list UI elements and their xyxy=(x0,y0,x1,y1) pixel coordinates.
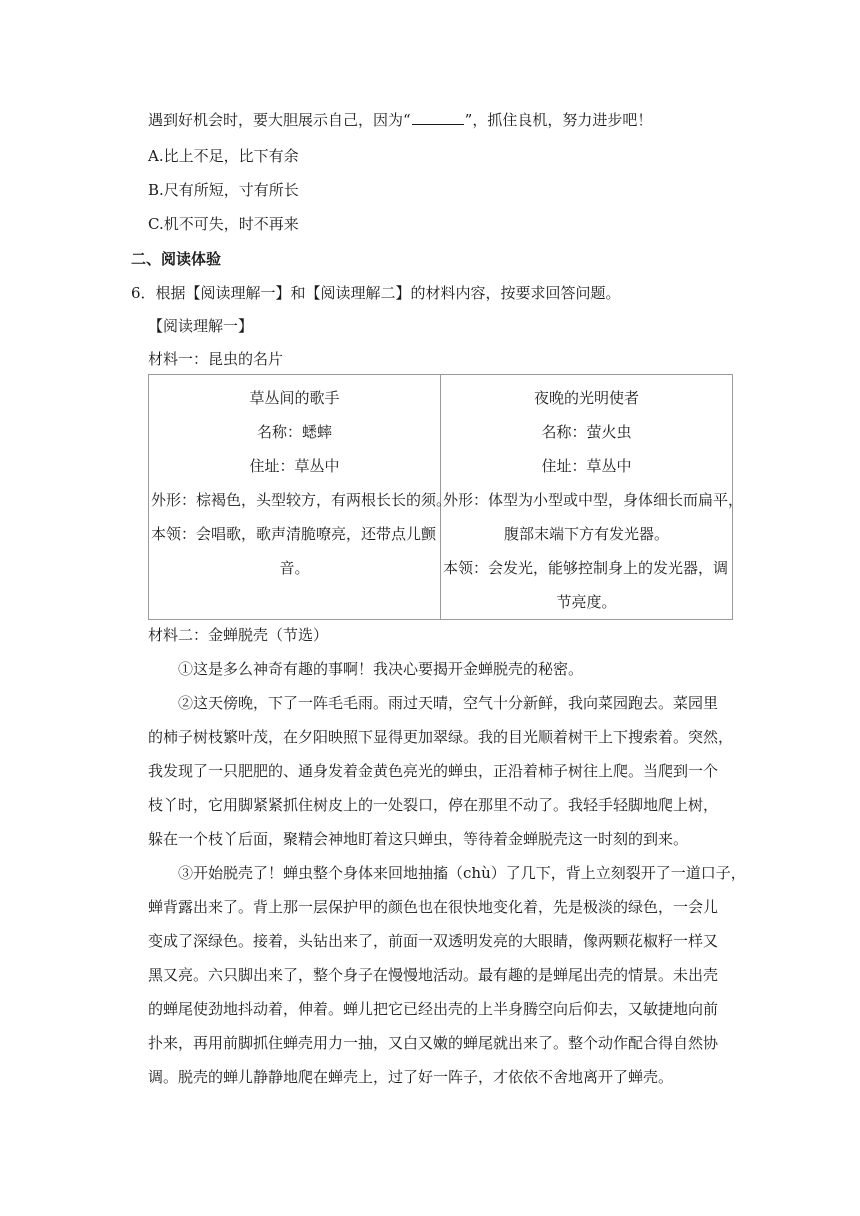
card-name: 名称：蟋蟀 xyxy=(256,423,332,441)
paragraph-line: 黑又亮。六只脚出来了，整个身子在慢慢地活动。最有趣的是蝉尾出壳的情景。未出壳 xyxy=(148,966,719,984)
card-look-line1: 外形：体型为小型或中型，身体细长而扁平， xyxy=(443,491,744,509)
material2-label: 材料二：金蝉脱壳（节选） xyxy=(148,626,329,644)
paragraph-line: ①这是多么神奇有趣的事啊！我决心要揭开金蝉脱壳的秘密。 xyxy=(178,660,584,678)
paragraph-line: 蝉背露出来了。背上那一层保护甲的颜色也在很快地变化着，先是极淡的绿色，一会儿 xyxy=(148,898,719,916)
paragraph-line: 我发现了一只肥肥的、通身发着金黄色亮光的蝉虫，正沿着柿子树往上爬。当爬到一个 xyxy=(148,762,719,780)
paragraph-line: 调。脱壳的蝉儿静静地爬在蝉壳上，过了好一阵子，才依依不舍地离开了蝉壳。 xyxy=(148,1068,674,1086)
card-title: 夜晚的光明使者 xyxy=(533,389,639,407)
material1-label: 材料一：昆虫的名片 xyxy=(148,350,284,368)
insect-cards-table xyxy=(148,374,744,620)
paragraph-line: 的蝉尾使劲地抖动着，伸着。蝉儿把它已经出壳的上半身腾空向后仰去，又敏捷地向前 xyxy=(148,1000,719,1018)
q5-answer-blank[interactable] xyxy=(412,109,464,125)
paragraph-line: 扑来，再用前脚抓住蝉壳用力一抽，又白又嫩的蝉尾就出来了。整个动作配合得自然协 xyxy=(148,1034,719,1052)
paragraph-3 xyxy=(148,856,746,1094)
paragraph-line: 枝丫时，它用脚紧紧抓住树皮上的一处裂口，停在那里不动了。我轻手轻脚地爬上树， xyxy=(148,796,719,814)
section-title: 二、阅读体验 xyxy=(131,250,222,268)
paragraph-2 xyxy=(148,686,733,856)
paragraph-line: ③开始脱壳了！蝉虫整个身体来回地抽搐（chù）了几下，背上立刻裂开了一道口子， xyxy=(178,864,746,882)
paragraph-line: ②这天傍晚，下了一阵毛毛雨。雨过天晴，空气十分新鲜，我向菜园跑去。菜园里 xyxy=(178,694,719,712)
paragraph-line: 躲在一个枝丫后面，聚精会神地盯着这只蝉虫，等待着金蝉脱壳这一时刻的到来。 xyxy=(148,830,689,848)
card-skill-line2: 节亮度。 xyxy=(556,593,617,611)
card-firefly xyxy=(441,375,744,620)
card-skill-line2: 音。 xyxy=(279,559,310,577)
paragraph-line: 的柿子树枝繁叶茂，在夕阳映照下显得更加翠绿。我的目光顺着树干上下搜索着。突然， xyxy=(148,728,734,746)
card-skill-line1: 本领：会发光，能够控制身上的发光器，调 xyxy=(443,559,729,577)
q5-option-c: C.机不可失，时不再来 xyxy=(148,215,299,233)
q6-stem: 6．根据【阅读理解一】和【阅读理解二】的材料内容，按要求回答问题。 xyxy=(131,284,621,302)
paragraph-1 xyxy=(148,652,733,686)
q5-stem-after: ”，抓住良机，努力进步吧！ xyxy=(464,111,653,129)
card-skill-line1: 本领：会唱歌，歌声清脆嘹亮，还带点儿颤 xyxy=(151,525,437,543)
q5-stem-before: 遇到好机会时，要大胆展示自己，因为“ xyxy=(148,111,411,129)
card-address: 住址：草丛中 xyxy=(541,457,632,475)
card-look: 外形：棕褐色，头型较方，有两根长长的须。 xyxy=(151,491,452,509)
q5-option-b: B.尺有所短，寸有所长 xyxy=(148,181,299,199)
card-look-line2: 腹部末端下方有发光器。 xyxy=(503,525,669,543)
card-cricket xyxy=(149,375,452,620)
part1-label: 【阅读理解一】 xyxy=(148,317,254,335)
card-name: 名称：萤火虫 xyxy=(541,423,632,441)
card-title: 草丛间的歌手 xyxy=(249,389,340,407)
q5-option-a: A.比上不足，比下有余 xyxy=(148,147,299,165)
q5-stem xyxy=(148,109,652,131)
paragraph-line: 变成了深绿色。接着，头钻出来了，前面一双透明发亮的大眼睛，像两颗花椒籽一样又 xyxy=(148,932,719,950)
card-address: 住址：草丛中 xyxy=(249,457,340,475)
